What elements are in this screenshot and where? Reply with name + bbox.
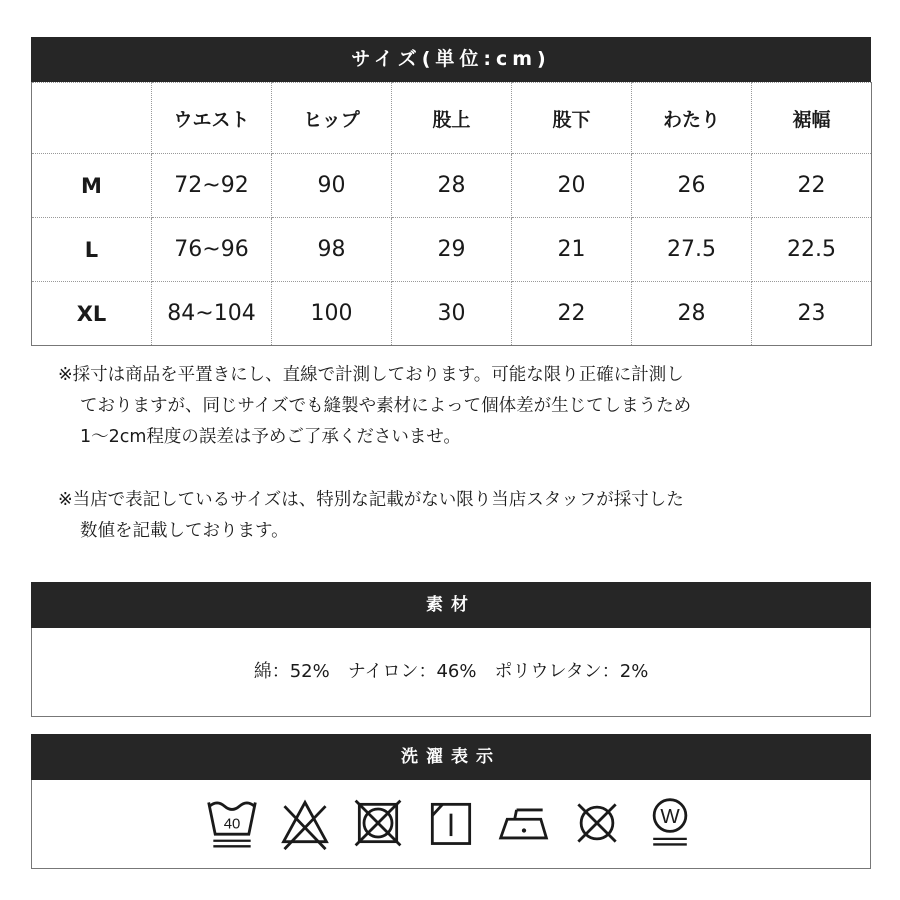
table-cell: 72~92 [152,154,272,218]
wash-tub-40-gentle-icon [204,793,260,853]
material-section-header [31,582,871,628]
table-cell: 21 [512,218,632,282]
column-header: ウエスト [152,83,272,154]
material-section-title: 素材 [426,595,476,615]
size-table-header-row [32,83,872,154]
no-bleach-icon [277,793,333,853]
table-cell: 23 [752,282,872,346]
note-line: ておりますが、同じサイズでも縫製や素材によって個体差が生じてしまうため [80,396,692,416]
table-cell: 100 [272,282,392,346]
size-table [31,82,872,346]
care-box [31,780,871,869]
table-cell: 29 [392,218,512,282]
iron-low-icon [496,793,552,853]
table-row [32,282,872,346]
material-box [31,628,871,717]
size-section-header [31,37,871,82]
size-notes [58,360,858,547]
drip-dry-shade-icon [423,793,479,853]
table-cell: 76~96 [152,218,272,282]
wet-clean-gentle-icon [642,793,698,853]
table-row [32,154,872,218]
column-header: 股下 [512,83,632,154]
wash-temperature: 40 [223,815,241,833]
note-line: 数値を記載しております。 [80,521,289,541]
table-cell: 28 [632,282,752,346]
note-line: 1～2cm程度の誤差は予めご了承くださいませ。 [80,427,461,447]
table-cell: 27.5 [632,218,752,282]
table-cell: 84~104 [152,282,272,346]
no-dry-clean-icon [569,793,625,853]
corner-cell [32,83,152,154]
row-label: L [32,218,152,282]
table-cell: 26 [632,154,752,218]
row-label: M [32,154,152,218]
table-cell: 22.5 [752,218,872,282]
table-cell: 22 [512,282,632,346]
size-section-title: サイズ(単位:cm) [351,48,551,70]
material-composition: 綿：52% ナイロン：46% ポリウレタン：2% [253,661,649,682]
care-section-title: 洗濯表示 [401,747,501,767]
column-header: 股上 [392,83,512,154]
table-cell: 98 [272,218,392,282]
no-tumble-dry-icon [350,793,406,853]
column-header: 裾幅 [752,83,872,154]
row-label: XL [32,282,152,346]
note-line: ※当店で表記しているサイズは、特別な記載がない限り当店スタッフが採寸した [58,490,684,510]
table-cell: 20 [512,154,632,218]
table-cell: 28 [392,154,512,218]
table-cell: 30 [392,282,512,346]
table-row [32,218,872,282]
column-header: わたり [632,83,752,154]
care-section-header [31,734,871,780]
care-symbols [32,780,870,866]
table-cell: 22 [752,154,872,218]
wet-clean-letter: W [660,805,680,828]
table-cell: 90 [272,154,392,218]
note-line: ※採寸は商品を平置きにし、直線で計測しております。可能な限り正確に計測し [58,365,684,385]
column-header: ヒップ [272,83,392,154]
